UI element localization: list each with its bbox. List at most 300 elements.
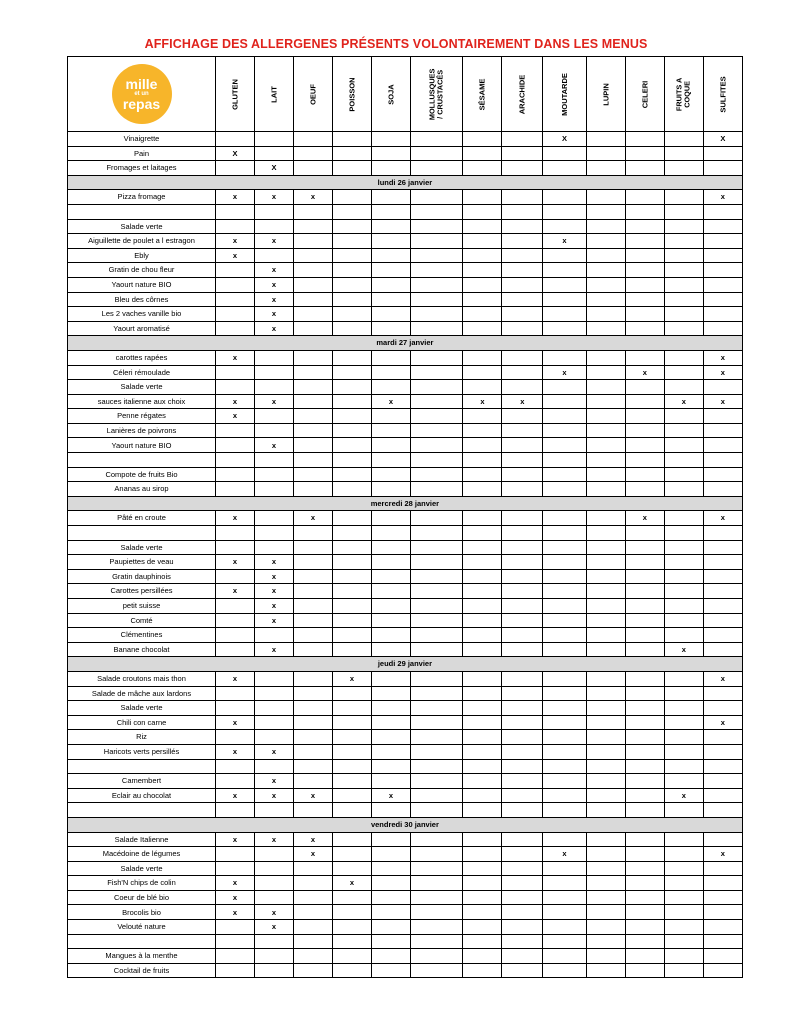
allergen-cell	[625, 584, 664, 599]
allergen-cell	[294, 730, 333, 745]
allergen-cell	[586, 540, 625, 555]
allergen-cell	[543, 803, 587, 818]
dish-name: Pizza fromage	[68, 190, 216, 205]
allergen-header-label: ARACHIDE	[517, 74, 527, 114]
allergen-cell: x	[216, 234, 255, 249]
allergen-cell	[463, 277, 502, 292]
allergen-cell	[586, 803, 625, 818]
allergen-cell	[543, 277, 587, 292]
allergen-cell	[411, 934, 463, 949]
allergen-cell	[255, 423, 294, 438]
allergen-cell	[294, 482, 333, 497]
allergen-cell	[664, 248, 703, 263]
allergen-cell: x	[372, 788, 411, 803]
allergen-cell	[463, 540, 502, 555]
allergen-cell	[703, 788, 742, 803]
allergen-cell	[294, 642, 333, 657]
allergen-cell	[664, 526, 703, 541]
allergen-cell	[543, 190, 587, 205]
allergen-cell	[586, 394, 625, 409]
allergen-cell	[216, 803, 255, 818]
allergen-cell	[216, 321, 255, 336]
allergen-header	[333, 57, 372, 132]
allergen-cell	[625, 686, 664, 701]
allergen-cell	[463, 526, 502, 541]
allergen-cell	[411, 555, 463, 570]
allergen-cell	[502, 584, 543, 599]
allergen-cell: x	[255, 920, 294, 935]
allergen-header	[664, 57, 703, 132]
dish-name: Coeur de blé bio	[68, 890, 216, 905]
allergen-cell	[372, 569, 411, 584]
allergen-cell	[216, 467, 255, 482]
allergen-cell: x	[294, 511, 333, 526]
allergen-cell	[502, 642, 543, 657]
allergen-cell: x	[333, 876, 372, 891]
allergen-cell	[664, 715, 703, 730]
allergen-cell	[294, 161, 333, 176]
allergen-cell	[463, 715, 502, 730]
allergen-cell: x	[255, 277, 294, 292]
allergen-cell	[372, 686, 411, 701]
allergen-cell	[543, 321, 587, 336]
allergen-cell: x	[216, 788, 255, 803]
allergen-cell	[664, 920, 703, 935]
allergen-cell	[372, 365, 411, 380]
allergen-cell	[294, 599, 333, 614]
allergen-cell: x	[255, 832, 294, 847]
table-row	[68, 234, 743, 249]
allergen-cell	[372, 132, 411, 147]
allergen-cell	[255, 890, 294, 905]
allergen-cell	[625, 540, 664, 555]
allergen-header	[463, 57, 502, 132]
allergen-cell	[333, 409, 372, 424]
allergen-cell	[411, 671, 463, 686]
allergen-cell	[502, 701, 543, 716]
allergen-cell	[216, 277, 255, 292]
dish-name: Gratin de chou fleur	[68, 263, 216, 278]
allergen-cell	[502, 365, 543, 380]
table-row	[68, 307, 743, 322]
allergen-cell	[216, 219, 255, 234]
allergen-cell	[625, 555, 664, 570]
allergen-cell	[664, 438, 703, 453]
allergen-cell	[543, 963, 587, 978]
allergen-cell	[625, 832, 664, 847]
allergen-cell: x	[216, 584, 255, 599]
allergen-cell: X	[703, 132, 742, 147]
allergen-cell	[586, 876, 625, 891]
allergen-cell	[294, 628, 333, 643]
allergen-cell	[372, 890, 411, 905]
allergen-cell	[216, 774, 255, 789]
allergen-cell	[625, 701, 664, 716]
allergen-cell	[664, 759, 703, 774]
allergen-header-label: FRUITS A COQUE	[674, 77, 692, 111]
allergen-cell	[372, 190, 411, 205]
allergen-cell	[411, 642, 463, 657]
allergen-cell	[255, 671, 294, 686]
allergen-cell	[372, 161, 411, 176]
allergen-cell	[703, 730, 742, 745]
allergen-cell	[586, 569, 625, 584]
allergen-cell: x	[664, 788, 703, 803]
allergen-cell	[502, 467, 543, 482]
allergen-cell	[543, 744, 587, 759]
day-label: jeudi 29 janvier	[377, 659, 433, 669]
allergen-cell	[664, 453, 703, 468]
allergen-cell	[543, 774, 587, 789]
allergen-cell	[625, 934, 664, 949]
allergen-cell	[294, 861, 333, 876]
allergen-cell	[586, 788, 625, 803]
allergen-cell	[255, 540, 294, 555]
allergen-cell	[703, 584, 742, 599]
allergen-cell: x	[294, 847, 333, 862]
allergen-cell	[372, 803, 411, 818]
allergen-cell	[333, 277, 372, 292]
allergen-cell	[372, 730, 411, 745]
allergen-cell	[372, 701, 411, 716]
dish-name: Cocktail de fruits	[68, 963, 216, 978]
allergen-cell	[586, 949, 625, 964]
allergen-cell	[411, 628, 463, 643]
allergen-cell	[502, 934, 543, 949]
allergen-cell	[294, 949, 333, 964]
allergen-cell	[463, 671, 502, 686]
dish-name: Salade de mâche aux lardons	[68, 686, 216, 701]
allergen-cell: x	[216, 248, 255, 263]
dish-name: Lanières de poivrons	[68, 423, 216, 438]
table-row	[68, 423, 743, 438]
allergen-cell	[502, 715, 543, 730]
allergen-cell	[333, 540, 372, 555]
allergen-cell	[411, 963, 463, 978]
allergen-cell	[586, 132, 625, 147]
allergen-cell	[502, 511, 543, 526]
allergen-cell	[255, 219, 294, 234]
table-row	[68, 161, 743, 176]
allergen-cell	[586, 934, 625, 949]
header-row	[68, 57, 743, 132]
allergen-cell	[543, 453, 587, 468]
allergen-cell	[543, 511, 587, 526]
allergen-cell: x	[625, 511, 664, 526]
allergen-cell	[294, 744, 333, 759]
allergen-cell	[294, 715, 333, 730]
allergen-cell	[703, 905, 742, 920]
table-row	[68, 394, 743, 409]
allergen-cell	[255, 730, 294, 745]
allergen-cell	[703, 890, 742, 905]
allergen-cell	[502, 847, 543, 862]
allergen-cell	[255, 467, 294, 482]
allergen-cell	[664, 803, 703, 818]
allergen-cell: x	[216, 715, 255, 730]
allergen-cell	[502, 263, 543, 278]
allergen-header-label: MOLLUSQUES / CRUSTACÉS	[427, 68, 445, 120]
dish-name: Céleri rémoulade	[68, 365, 216, 380]
allergen-cell	[502, 920, 543, 935]
allergen-cell: x	[625, 365, 664, 380]
allergen-cell: x	[543, 365, 587, 380]
dish-name: Haricots verts persillés	[68, 744, 216, 759]
day-header	[68, 657, 743, 672]
allergen-cell	[411, 861, 463, 876]
allergen-cell	[411, 482, 463, 497]
allergen-cell	[586, 219, 625, 234]
table-row	[68, 146, 743, 161]
allergen-cell	[255, 803, 294, 818]
allergen-cell	[543, 482, 587, 497]
allergen-cell	[463, 949, 502, 964]
allergen-cell: x	[216, 190, 255, 205]
dish-name: petit suisse	[68, 599, 216, 614]
allergen-cell	[372, 380, 411, 395]
dish-name: Comté	[68, 613, 216, 628]
allergen-cell	[372, 482, 411, 497]
dish-name	[68, 526, 216, 541]
allergen-cell	[333, 511, 372, 526]
allergen-cell	[543, 715, 587, 730]
allergen-cell	[294, 555, 333, 570]
allergen-cell	[333, 204, 372, 219]
allergen-cell	[703, 803, 742, 818]
day-header-row	[68, 817, 743, 832]
allergen-cell	[586, 715, 625, 730]
dish-name: Chili con carne	[68, 715, 216, 730]
allergen-header-label: LAIT	[269, 85, 279, 103]
allergen-cell	[586, 453, 625, 468]
allergen-cell	[502, 803, 543, 818]
dish-name: Yaourt aromatisé	[68, 321, 216, 336]
allergen-cell	[664, 890, 703, 905]
allergen-cell: x	[703, 847, 742, 862]
allergen-cell	[372, 832, 411, 847]
allergen-cell	[625, 190, 664, 205]
allergen-cell	[294, 803, 333, 818]
allergen-cell	[664, 132, 703, 147]
table-row	[68, 861, 743, 876]
table-body	[68, 132, 743, 978]
dish-name: Fromages et laitages	[68, 161, 216, 176]
table-row	[68, 190, 743, 205]
allergen-cell	[463, 890, 502, 905]
table-row	[68, 584, 743, 599]
allergen-cell	[294, 423, 333, 438]
dish-name: Brocolis bio	[68, 905, 216, 920]
allergen-cell	[664, 555, 703, 570]
allergen-cell: X	[543, 132, 587, 147]
allergen-cell	[216, 161, 255, 176]
allergen-header-label: SOJA	[386, 83, 396, 105]
allergen-cell	[703, 248, 742, 263]
allergen-cell	[333, 934, 372, 949]
allergen-cell	[625, 613, 664, 628]
allergen-cell	[372, 234, 411, 249]
allergen-cell	[463, 642, 502, 657]
allergen-cell	[463, 307, 502, 322]
allergen-cell	[216, 963, 255, 978]
allergen-cell	[543, 380, 587, 395]
allergen-cell	[703, 642, 742, 657]
allergen-cell	[372, 409, 411, 424]
allergen-cell	[372, 613, 411, 628]
day-header	[68, 175, 743, 190]
allergen-cell	[333, 482, 372, 497]
allergen-cell	[543, 350, 587, 365]
allergen-cell	[703, 146, 742, 161]
allergen-cell	[294, 759, 333, 774]
allergen-cell	[543, 555, 587, 570]
allergen-cell	[411, 467, 463, 482]
allergen-cell	[543, 307, 587, 322]
allergen-cell: x	[372, 394, 411, 409]
allergen-cell: x	[255, 307, 294, 322]
allergen-cell	[502, 949, 543, 964]
allergen-cell	[625, 423, 664, 438]
table-row	[68, 642, 743, 657]
allergen-cell	[586, 555, 625, 570]
allergen-cell	[294, 934, 333, 949]
allergen-cell	[372, 949, 411, 964]
allergen-cell	[463, 555, 502, 570]
allergen-cell: x	[543, 847, 587, 862]
allergen-cell	[543, 394, 587, 409]
allergen-cell	[543, 263, 587, 278]
allergen-cell	[255, 204, 294, 219]
dish-name	[68, 934, 216, 949]
table-row	[68, 365, 743, 380]
allergen-cell	[333, 599, 372, 614]
allergen-cell	[463, 730, 502, 745]
allergen-cell	[333, 423, 372, 438]
allergen-cell	[255, 380, 294, 395]
allergen-cell	[703, 409, 742, 424]
allergen-cell	[664, 628, 703, 643]
allergen-header	[411, 57, 463, 132]
allergen-cell	[625, 467, 664, 482]
allergen-cell	[333, 613, 372, 628]
allergen-cell	[333, 861, 372, 876]
allergen-cell	[543, 905, 587, 920]
allergen-cell	[333, 847, 372, 862]
allergen-cell	[372, 847, 411, 862]
allergen-cell	[625, 642, 664, 657]
table-row	[68, 803, 743, 818]
day-header-row	[68, 496, 743, 511]
allergen-header-label: POISSON	[347, 76, 357, 112]
allergen-cell: x	[703, 715, 742, 730]
allergen-cell	[502, 190, 543, 205]
table-row	[68, 350, 743, 365]
allergen-cell	[586, 613, 625, 628]
allergen-cell	[372, 453, 411, 468]
allergen-cell: x	[255, 584, 294, 599]
dish-name: Gratin dauphinois	[68, 569, 216, 584]
allergen-cell	[333, 467, 372, 482]
allergen-cell	[255, 628, 294, 643]
allergen-cell	[543, 467, 587, 482]
table-row	[68, 599, 743, 614]
allergen-cell	[586, 292, 625, 307]
allergen-cell	[502, 248, 543, 263]
allergen-cell	[502, 321, 543, 336]
allergen-cell	[463, 409, 502, 424]
allergen-cell	[411, 394, 463, 409]
allergen-cell	[543, 759, 587, 774]
allergen-cell	[586, 905, 625, 920]
allergen-cell	[664, 365, 703, 380]
allergen-cell	[463, 920, 502, 935]
dish-name	[68, 803, 216, 818]
allergen-cell	[255, 759, 294, 774]
allergen-cell	[216, 132, 255, 147]
page-title: AFFICHAGE DES ALLERGENES PRÉSENTS VOLONTAIREMENT DANS LES MENUS	[144, 37, 648, 51]
allergen-cell	[333, 555, 372, 570]
allergen-cell: X	[255, 161, 294, 176]
allergen-cell	[463, 292, 502, 307]
allergen-cell	[333, 146, 372, 161]
allergen-cell: x	[703, 511, 742, 526]
allergen-cell	[703, 934, 742, 949]
allergen-cell	[502, 686, 543, 701]
allergen-cell	[372, 540, 411, 555]
allergen-cell	[411, 409, 463, 424]
allergen-cell	[625, 759, 664, 774]
allergen-cell	[372, 277, 411, 292]
allergen-cell	[543, 161, 587, 176]
allergen-cell	[333, 307, 372, 322]
allergen-cell	[463, 234, 502, 249]
table-row	[68, 321, 743, 336]
dish-name: Velouté nature	[68, 920, 216, 935]
allergen-cell	[411, 526, 463, 541]
table-row	[68, 628, 743, 643]
allergen-cell	[463, 365, 502, 380]
allergen-cell	[586, 744, 625, 759]
allergen-cell: x	[255, 613, 294, 628]
allergen-cell	[586, 161, 625, 176]
allergen-cell: x	[255, 774, 294, 789]
allergen-cell	[664, 263, 703, 278]
allergen-cell	[543, 788, 587, 803]
allergen-cell	[411, 277, 463, 292]
allergen-cell	[216, 380, 255, 395]
allergen-cell	[333, 920, 372, 935]
allergen-header	[543, 57, 587, 132]
allergen-cell	[502, 774, 543, 789]
allergen-cell	[333, 453, 372, 468]
allergen-cell	[294, 219, 333, 234]
allergen-cell	[411, 190, 463, 205]
allergen-cell	[664, 569, 703, 584]
allergen-cell: x	[216, 671, 255, 686]
allergen-cell	[463, 467, 502, 482]
allergen-cell	[372, 511, 411, 526]
allergen-cell	[255, 963, 294, 978]
allergen-cell	[216, 307, 255, 322]
allergen-cell	[372, 876, 411, 891]
allergen-cell	[586, 642, 625, 657]
allergen-cell	[502, 526, 543, 541]
allergen-cell	[586, 321, 625, 336]
allergen-cell	[586, 190, 625, 205]
allergen-cell	[586, 409, 625, 424]
allergen-header	[586, 57, 625, 132]
allergen-cell	[372, 584, 411, 599]
